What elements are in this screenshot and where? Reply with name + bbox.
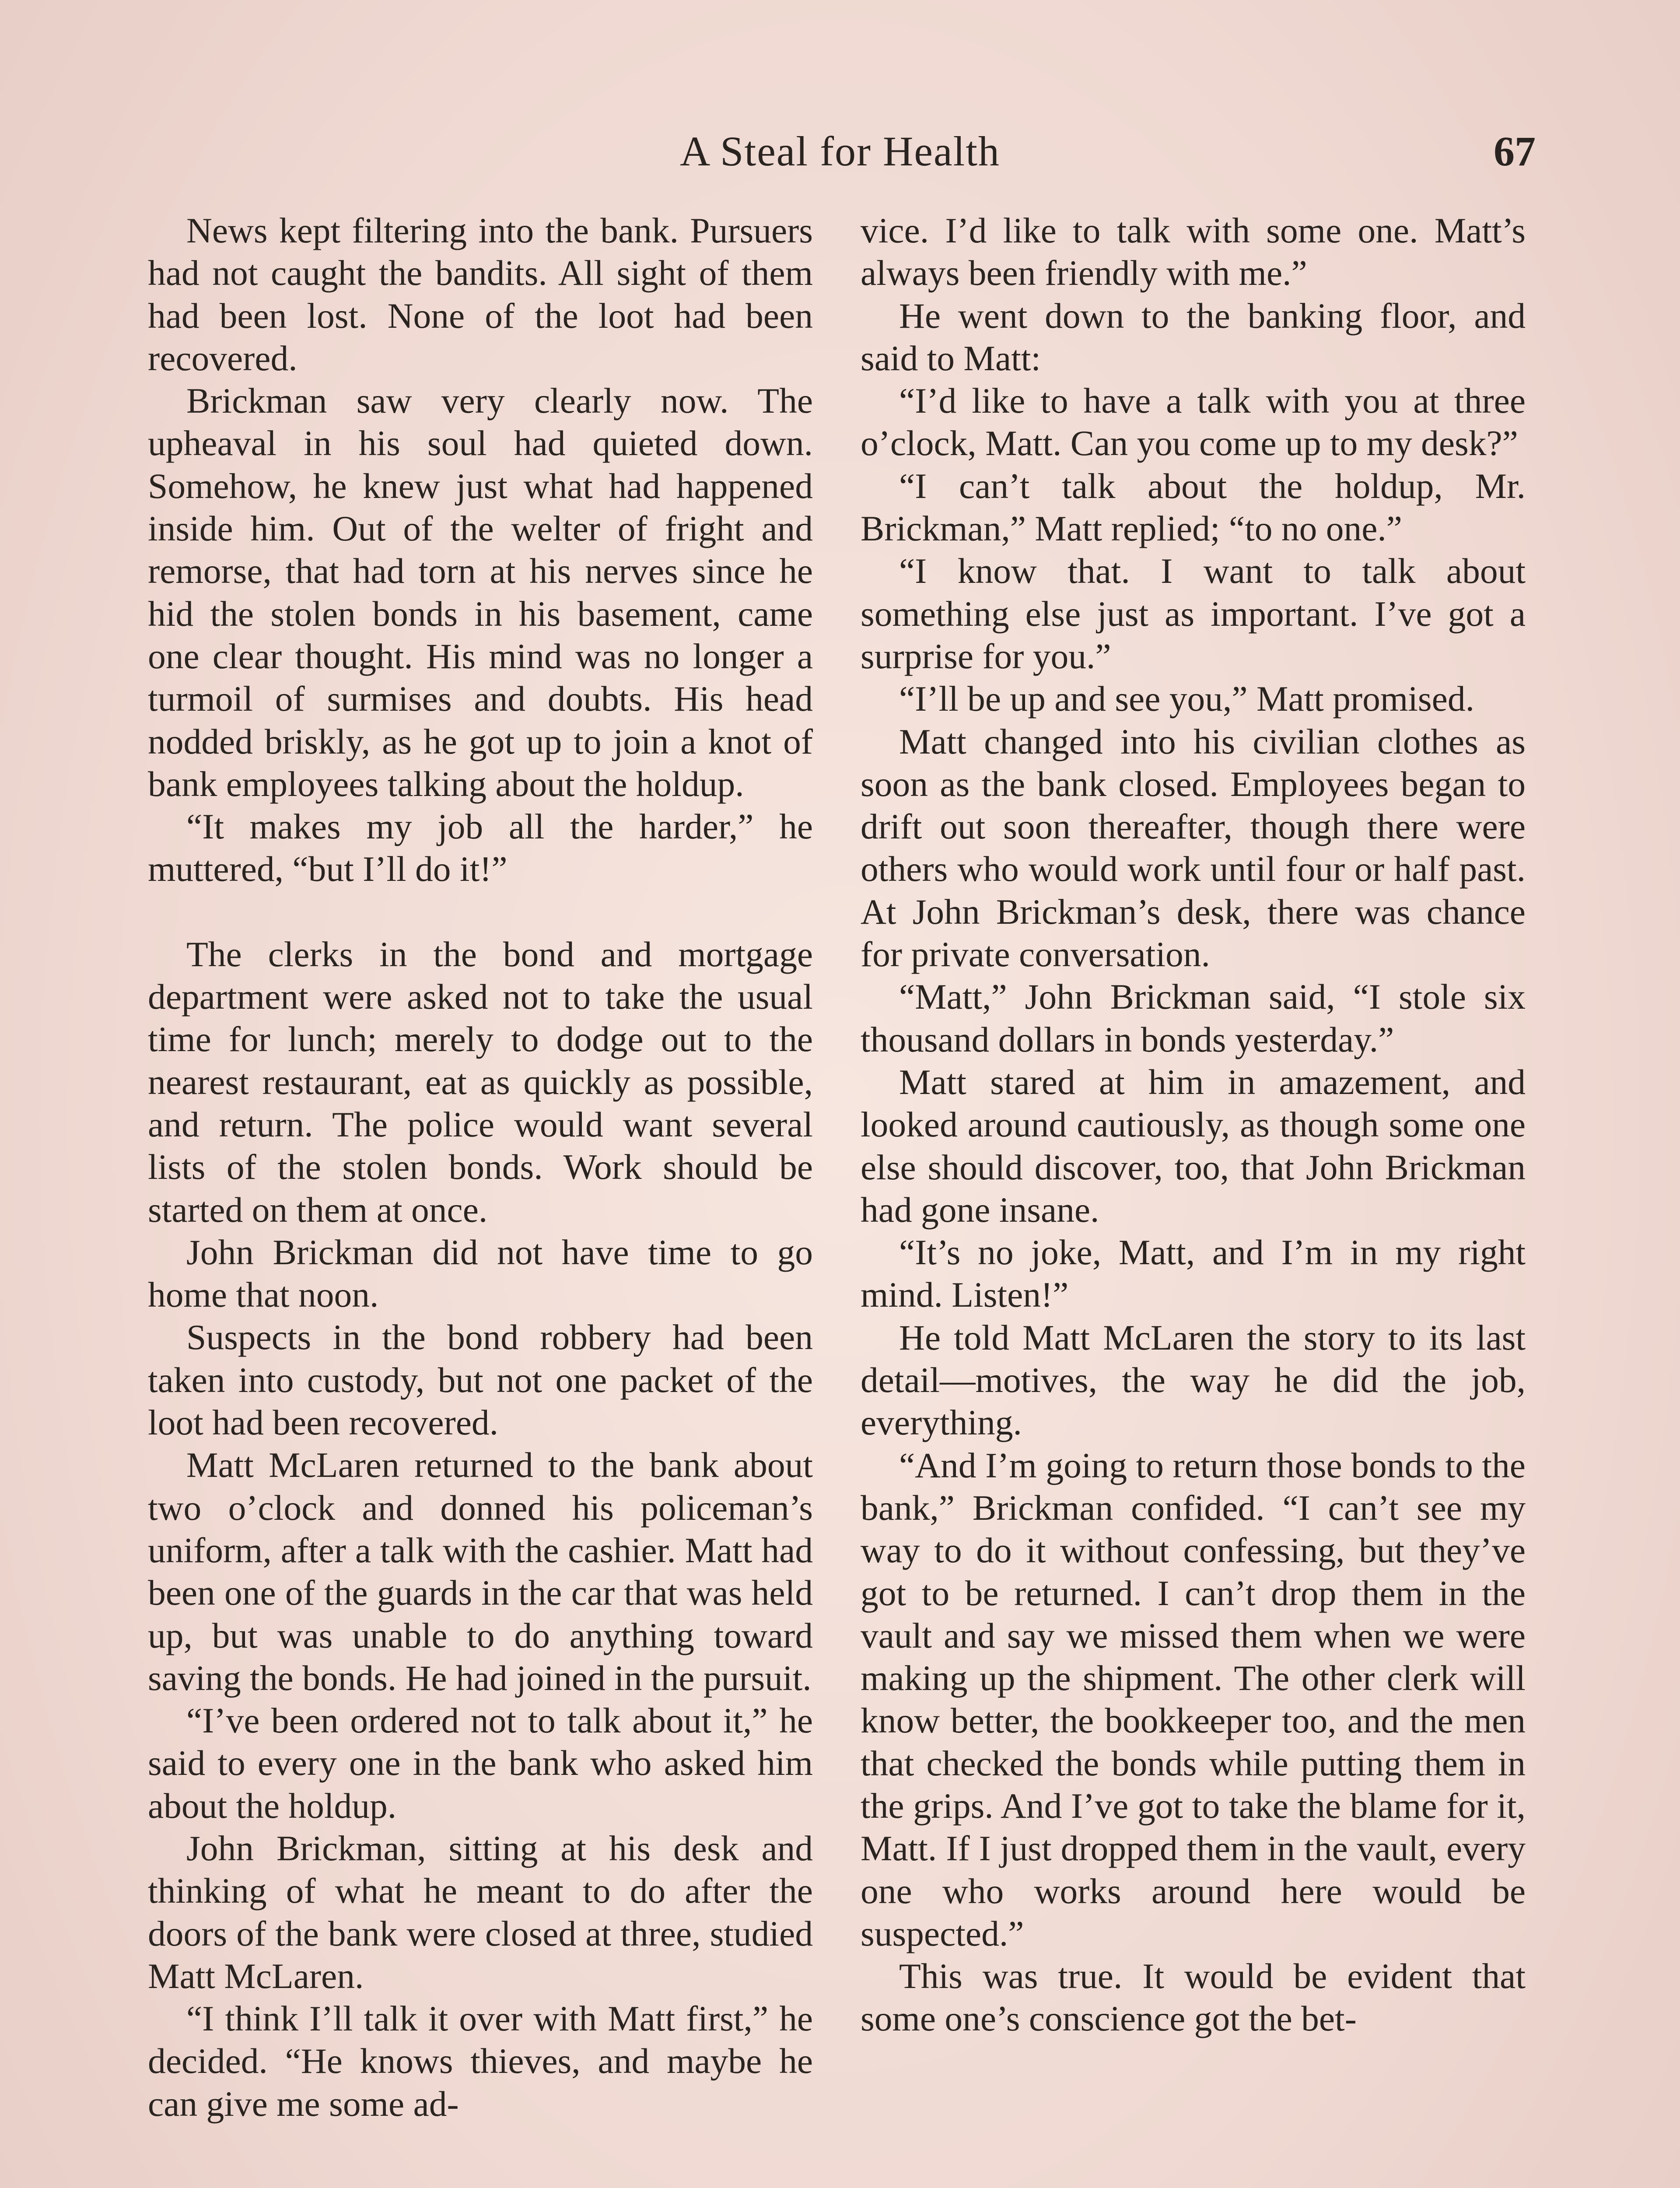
paragraph: “I’ve been ordered not to talk about it,” he said to every one in the bank who asked him about the holdup. — [148, 1701, 813, 1826]
paragraph-continued: vice. I’d like to talk with some one. Matt’s always been friendly with me.” — [861, 210, 1526, 293]
page-number: 67 — [1494, 128, 1536, 175]
paragraph: This was true. It would be evident that some one’s conscience got the bet- — [861, 1956, 1526, 2039]
paragraph: John Brickman, sitting at his desk and thinking of what he meant to do after the doors of the bank were closed at three, studied Matt McLaren. — [148, 1828, 813, 1996]
paragraph: “It makes my job all the harder,” he muttered, “but I’ll do it!” — [148, 806, 813, 889]
paragraph: Suspects in the bond robbery had been taken into custody, but not one packet of the loot had been recovered. — [148, 1317, 813, 1443]
paragraph: Matt changed into his civilian clothes as soon as the bank closed. Employees began to drift out soon thereafter, though there were others who would work until four or half past. At John Brickman’s desk, there was chance for private conversation. — [861, 721, 1526, 975]
paragraph: He went down to the banking floor, and said to Matt: — [861, 295, 1526, 378]
paragraph: “It’s no joke, Matt, and I’m in my right mind. Listen!” — [861, 1232, 1526, 1315]
paragraph: “Matt,” John Brickman said, “I stole six thousand dollars in bonds yesterday.” — [861, 977, 1526, 1059]
paragraph: John Brickman did not have time to go home that noon. — [148, 1232, 813, 1315]
paragraph: “I think I’ll talk it over with Matt first,” he decided. “He knows thieves, and maybe he can give me some ad- — [148, 1999, 813, 2124]
paragraph: News kept filtering into the bank. Pursuers had not caught the bandits. All sight of them had been lost. None of the loot had been recovered. — [148, 210, 813, 378]
right-column — [861, 209, 1526, 2040]
paragraph: Brickman saw very clearly now. The upheaval in his soul had quieted down. Somehow, he knew just what had happened inside him. Out of the welter of fright and remorse, that had torn at his nerves since he hid the stolen bonds in his basement, came one clear thought. His mind was no longer a turmoil of surmises and doubts. His head nodded briskly, as he got up to join a knot of bank employees talking about the holdup. — [148, 381, 813, 804]
paragraph: He told Matt McLaren the story to its last detail—motives, the way he did the job, everything. — [861, 1317, 1526, 1443]
paragraph: “And I’m going to return those bonds to the bank,” Brickman confided. “I can’t see my way to do it without confessing, but they’ve got to be returned. I can’t drop them in the vault and say we missed them when we were making up the shipment. The other clerk will know better, the bookkeeper too, and the men that checked the bonds while putting them in the grips. And I’ve got to take the blame for it, Matt. If I just dropped them in the vault, every one who works around here would be suspected.” — [861, 1445, 1526, 1953]
page-header — [144, 127, 1536, 184]
running-head: A Steal for Health — [680, 128, 1000, 175]
left-column — [148, 209, 813, 2125]
paragraph: Matt stared at him in amazement, and looked around cautiously, as though some one else should discover, too, that John Brickman had gone insane. — [861, 1062, 1526, 1230]
paragraph: “I can’t talk about the holdup, Mr. Brickman,” Matt replied; “to no one.” — [861, 466, 1526, 549]
paragraph: “I’ll be up and see you,” Matt promised. — [899, 679, 1474, 719]
paragraph: The clerks in the bond and mortgage department were asked not to take the usual time for lunch; merely to dodge out to the nearest restaurant, eat as quickly as possible, and return. The police would want several lists of the stolen bonds. Work should be started on them at once. — [148, 934, 813, 1230]
paragraph: “I know that. I want to talk about something else just as important. I’ve got a surprise for you.” — [861, 551, 1526, 676]
paragraph: “I’d like to have a talk with you at three o’clock, Matt. Can you come up to my desk?” — [861, 381, 1526, 463]
paragraph: Matt McLaren returned to the bank about two o’clock and donned his policeman’s uniform, after a talk with the cashier. Matt had been one of the guards in the car that was held up, but was unable to do anything toward saving the bonds. He had joined in the pursuit. — [148, 1445, 813, 1698]
